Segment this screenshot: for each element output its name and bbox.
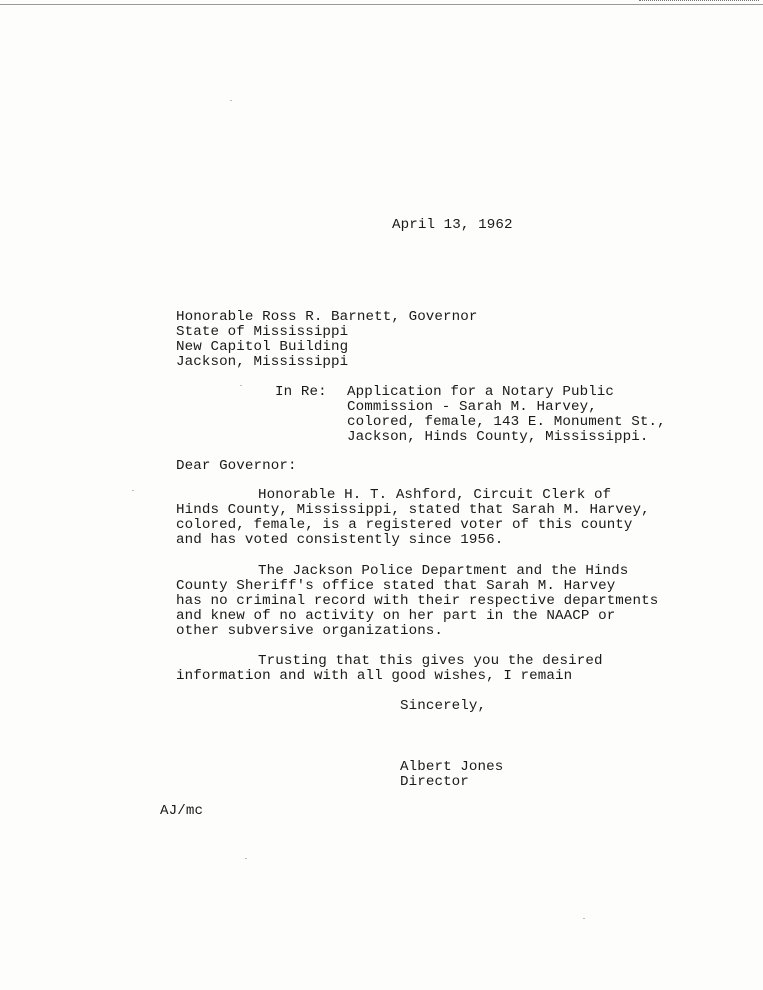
paragraph-line: information and with all good wishes, I remain — [176, 668, 573, 684]
subject-line: Application for a Notary Public — [347, 384, 615, 400]
paragraph-line: County Sheriff's office stated that Sarah M. Harvey — [176, 578, 616, 594]
paragraph-line: other subversive organizations. — [176, 623, 444, 639]
paragraph-line: Honorable H. T. Ashford, Circuit Clerk of — [258, 487, 612, 503]
scan-speck — [583, 918, 585, 919]
closing: Sincerely, — [400, 698, 487, 714]
paragraph-line: Hinds County, Mississippi, stated that Sarah M. Harvey, — [176, 502, 650, 518]
subject-line: Commission - Sarah M. Harvey, — [347, 399, 597, 415]
paragraph-line: The Jackson Police Department and the Hinds — [258, 563, 629, 579]
paragraph-line: and knew of no activity on her part in the NAACP or — [176, 608, 616, 624]
scan-speck — [240, 385, 242, 386]
letter-date: April 13, 1962 — [392, 217, 513, 233]
subject-line: colored, female, 143 E. Monument St., — [347, 414, 666, 430]
salutation: Dear Governor: — [176, 458, 297, 474]
subject-line: Jackson, Hinds County, Mississippi. — [347, 429, 649, 445]
paragraph-line: and has voted consistently since 1956. — [176, 532, 504, 548]
recipient-line: New Capitol Building — [176, 339, 349, 355]
paragraph-line: colored, female, is a registered voter of this county — [176, 517, 633, 533]
signer-title: Director — [400, 774, 469, 790]
paragraph-line: has no criminal record with their respective departments — [176, 593, 659, 609]
scan-speck — [132, 490, 134, 491]
scan-speck — [245, 858, 247, 859]
signer-name: Albert Jones — [400, 759, 504, 775]
scan-speck — [230, 100, 232, 101]
reference-initials: AJ/mc — [160, 803, 204, 819]
recipient-line: State of Mississippi — [176, 324, 349, 340]
paragraph-line: Trusting that this gives you the desired — [258, 653, 603, 669]
recipient-line: Jackson, Mississippi — [176, 354, 349, 370]
top-rule — [0, 4, 763, 5]
recipient-line: Honorable Ross R. Barnett, Governor — [176, 309, 478, 325]
top-dotted-line — [639, 0, 759, 4]
subject-label: In Re: — [275, 384, 327, 400]
